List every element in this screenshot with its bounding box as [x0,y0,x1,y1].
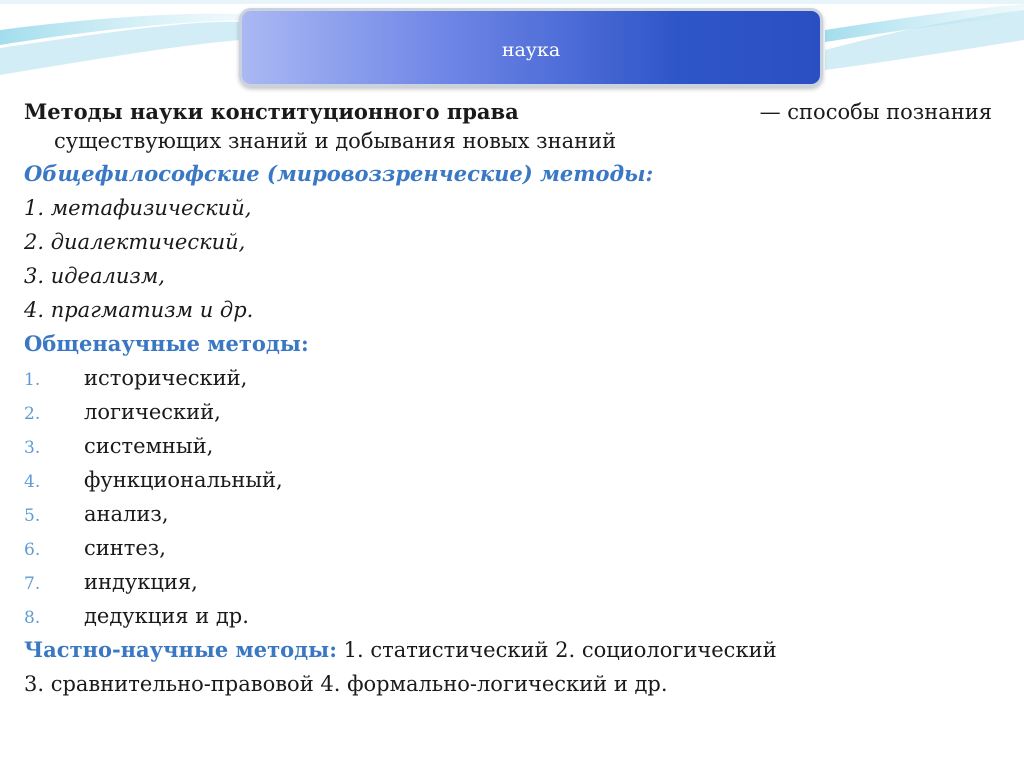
list-text: синтез, [84,536,166,560]
general-item [24,361,992,395]
general-heading: Общенаучные методы: [24,331,309,356]
philosophical-heading: Общефилософские (мировоззренческие) методы: [24,161,654,186]
general-item [24,429,992,463]
specific-line-1 [24,633,992,667]
philosophical-item: 3. идеализм, [24,264,165,288]
philosophical-item: 4. прагматизм и др. [24,298,254,322]
general-item [24,395,992,429]
list-text: дедукция и др. [84,604,249,628]
list-text: исторический, [84,366,248,390]
list-text: функциональный, [84,468,283,492]
general-item [24,565,992,599]
intro-line-2: существующих знаний и добывания новых знаний [54,128,617,153]
slide-content [24,98,992,701]
intro-bold: Методы науки конституционного права [24,99,519,124]
list-number: 5. [24,506,41,526]
list-text: системный, [84,434,214,458]
specific-line-2: 3. сравнительно-правовой 4. формально-логический и др. [24,672,668,696]
list-number: 4. [24,472,41,492]
list-number: 8. [24,608,41,628]
intro-rest-1: — способы познания [759,100,992,124]
list-number: 3. [24,438,41,458]
list-text: индукция, [84,570,198,594]
list-text: логический, [84,400,221,424]
philosophical-item: 1. метафизический, [24,196,252,220]
specific-rest: 1. статистический 2. социологический [336,638,777,662]
general-item [24,599,992,633]
list-number: 7. [24,574,41,594]
specific-heading: Частно-научные методы: [24,637,337,662]
list-text: анализ, [84,502,169,526]
general-item [24,463,992,497]
list-number: 2. [24,404,41,424]
slide-title: наука [501,39,561,61]
list-number: 6. [24,540,41,560]
list-number: 1. [24,370,41,390]
philosophical-item: 2. диалектический, [24,230,246,254]
title-banner [239,8,823,87]
general-item [24,531,992,565]
general-item [24,497,992,531]
intro-paragraph [24,98,992,155]
intro-line-1 [24,98,992,127]
